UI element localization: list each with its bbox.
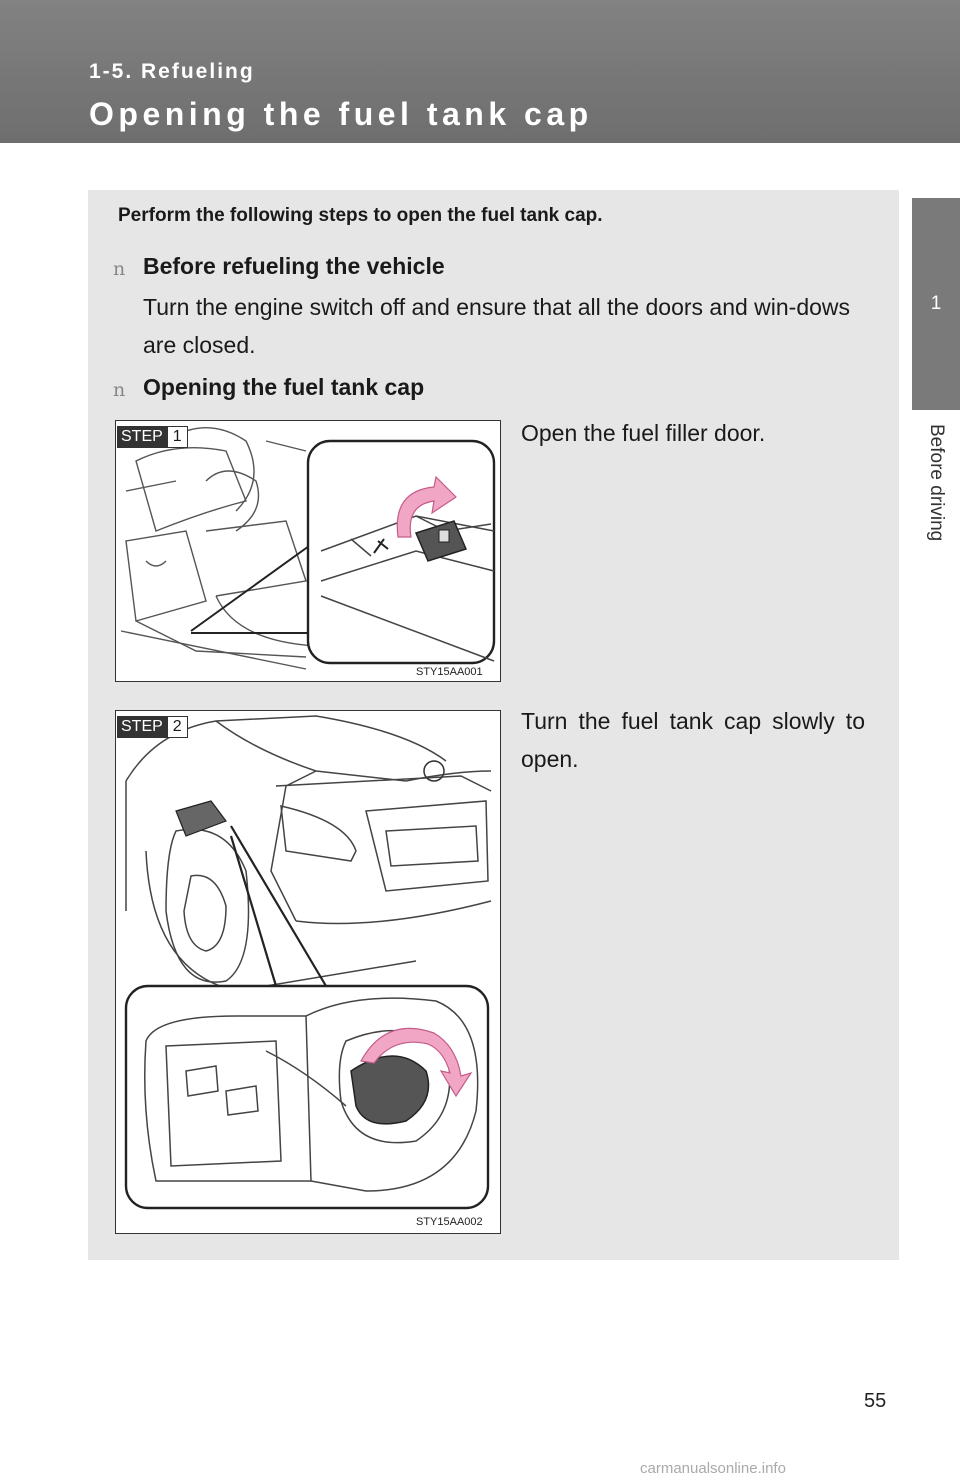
step-number: 2 — [167, 716, 188, 738]
chapter-tab[interactable] — [912, 198, 960, 410]
step-2-badge — [117, 716, 188, 738]
step-number: 1 — [167, 426, 188, 448]
before-refueling-text: Turn the engine switch off and ensure that all the doors and win-dows are closed. — [143, 294, 851, 358]
step-word: STEP — [117, 716, 167, 738]
bullet-marker: n — [113, 258, 126, 280]
bullet-marker: n — [113, 379, 126, 401]
step-2-text: Turn the fuel tank cap slowly to open. — [521, 708, 865, 772]
chapter-number: 1 — [930, 293, 942, 314]
fuel-door-opener-illustration — [116, 421, 500, 681]
watermark: carmanualsonline.info — [640, 1460, 786, 1477]
section-label: 1-5. Refueling — [89, 60, 255, 83]
chapter-tab-label — [912, 410, 960, 640]
figure-code: STY15AA002 — [416, 1216, 483, 1228]
step-1-badge — [117, 426, 188, 448]
intro-text: Perform the following steps to open the fuel tank cap. — [118, 205, 603, 226]
page-title: Opening the fuel tank cap — [89, 96, 593, 132]
step-word: STEP — [117, 426, 167, 448]
subheading-opening-cap: Opening the fuel tank cap — [143, 374, 425, 400]
page-number: 55 — [864, 1390, 887, 1412]
subheading-before-refueling: Before refueling the vehicle — [143, 253, 445, 279]
step-1-text: Open the fuel filler door. — [521, 420, 766, 446]
step-2-figure — [115, 710, 501, 1234]
fuel-cap-illustration — [116, 711, 500, 1233]
figure-code: STY15AA001 — [416, 666, 483, 678]
chapter-label-text: Before driving — [926, 424, 947, 542]
step-1-figure — [115, 420, 501, 682]
